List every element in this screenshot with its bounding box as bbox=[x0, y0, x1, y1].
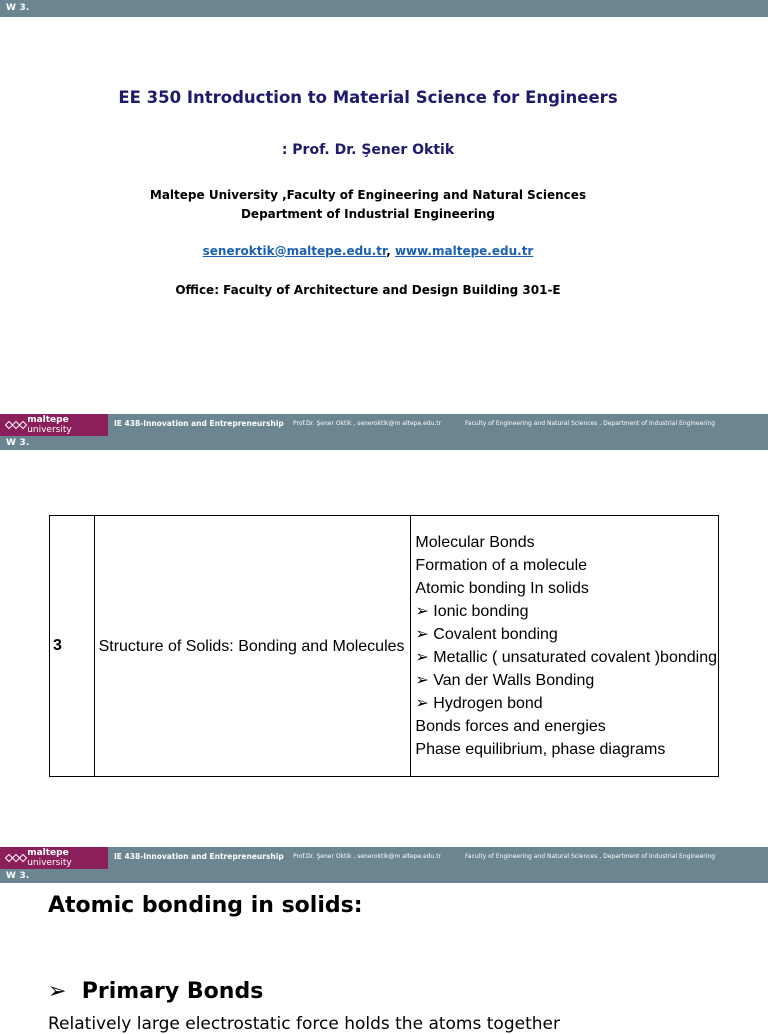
week-label: W 3. bbox=[6, 871, 30, 881]
items-cell bbox=[411, 516, 719, 777]
footer-contact: Prof.Dr. Şener Oktik , seneroktik@m altepe.edu.tr bbox=[293, 420, 442, 427]
slide-header-bar bbox=[0, 869, 768, 883]
list-item: ➢ Hydrogen bond bbox=[415, 695, 543, 712]
list-item: Formation of a molecule bbox=[415, 557, 588, 574]
list-item: ➢ Metallic ( unsaturated covalent )bonding bbox=[415, 649, 717, 666]
maltepe-logo bbox=[0, 414, 108, 436]
website-link[interactable]: www.maltepe.edu.tr bbox=[394, 244, 534, 258]
week-label: W 3. bbox=[6, 3, 30, 13]
subtitle-text: Primary Bonds bbox=[81, 979, 264, 1004]
slide-footer bbox=[0, 847, 768, 869]
course-title: EE 350 Introduction to Material Science for Engineers bbox=[118, 88, 618, 107]
list-item: Atomic bonding In solids bbox=[415, 580, 589, 597]
logo-text: university bbox=[27, 858, 72, 868]
section-subtitle bbox=[48, 979, 263, 1004]
bullet-arrow-icon: ➢ bbox=[48, 979, 67, 1004]
logo-bold-text: maltepe bbox=[27, 848, 69, 858]
footer-faculty: Faculty of Engineering and Natural Sciences , Department of Industrial Engineering bbox=[465, 420, 716, 427]
contact-links bbox=[0, 244, 736, 258]
logo-mark-icon bbox=[6, 855, 24, 861]
logo-bold-text: maltepe bbox=[27, 415, 69, 425]
list-item: ➢ Van der Walls Bonding bbox=[415, 672, 595, 689]
table-row bbox=[50, 516, 719, 777]
list-item: Phase equilibrium, phase diagrams bbox=[415, 741, 666, 758]
office-info: Office: Faculty of Architecture and Design Building 301-E bbox=[175, 283, 561, 297]
slide-header-bar bbox=[0, 436, 768, 450]
university-line: Maltepe University ,Faculty of Engineering and Natural Sciences bbox=[149, 188, 587, 202]
email-link[interactable]: seneroktik@maltepe.edu.tr bbox=[202, 244, 387, 258]
slide-footer bbox=[0, 414, 768, 436]
list-item: ➢ Covalent bonding bbox=[415, 626, 558, 643]
slide-header-bar bbox=[0, 0, 768, 17]
maltepe-logo bbox=[0, 847, 108, 869]
footer-course: IE 438-Innovation and Entrepreneurship bbox=[114, 852, 284, 861]
section-title: Atomic bonding in solids: bbox=[48, 893, 363, 918]
link-separator: , bbox=[386, 244, 391, 258]
logo-mark-icon bbox=[6, 422, 24, 428]
university-info bbox=[0, 186, 736, 224]
week-number-cell: 3 bbox=[50, 516, 95, 777]
list-item: Molecular Bonds bbox=[415, 534, 535, 551]
week-label: W 3. bbox=[6, 438, 30, 448]
topic-cell: Structure of Solids: Bonding and Molecules bbox=[94, 516, 411, 777]
body-text: Relatively large electrostatic force holds the atoms together bbox=[48, 1014, 560, 1034]
footer-course: IE 438-Innovation and Entrepreneurship bbox=[114, 419, 284, 428]
logo-text: university bbox=[27, 425, 72, 435]
footer-faculty: Faculty of Engineering and Natural Sciences , Department of Industrial Engineering bbox=[465, 853, 716, 860]
department-line: Department of Industrial Engineering bbox=[240, 207, 496, 221]
footer-contact: Prof.Dr. Şener Oktik , seneroktik@m altepe.edu.tr bbox=[293, 853, 442, 860]
list-item: ➢ Ionic bonding bbox=[415, 603, 529, 620]
syllabus-table bbox=[49, 515, 719, 777]
list-item: Bonds forces and energies bbox=[415, 718, 606, 735]
professor-name: : Prof. Dr. Şener Oktik bbox=[281, 142, 455, 158]
